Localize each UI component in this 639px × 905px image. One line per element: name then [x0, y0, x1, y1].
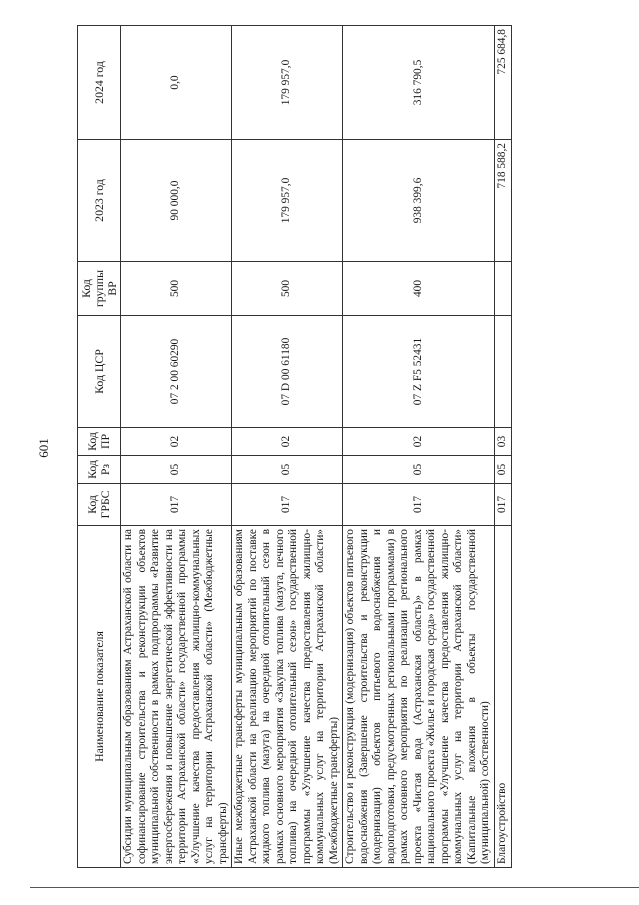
- header-vr: Код группы ВР: [78, 262, 121, 316]
- row-name: Строительство и реконструкция (модернизация) объектов питьевого водоснабжения (Завершение строительства и реконструкции (модернизации) объектов питьевого водоснабжения и водоподготовки, предусмотренных региональными программами) в рамках основного мероприятия по реализации регионального проекта «Чистая вода (Астраханская область)» в рамках национального проекта «Жилье и городская среда» государственной программы «Улучшение качества предоставления жилищно-коммунальных услуг на территории Астраханской области» (Капитальные вложения в объекты государственной (муниципальной) собственности): [343, 526, 495, 868]
- row-pr: 02: [343, 428, 495, 456]
- row-vr: [494, 262, 511, 316]
- table-row: [343, 26, 495, 868]
- row-name: Благоустройство: [494, 526, 511, 868]
- header-row: [78, 26, 121, 868]
- row-vr: 500: [121, 262, 232, 316]
- row-rz: 05: [343, 456, 495, 484]
- row-rz: 05: [121, 456, 232, 484]
- row-2023: 718 588,2: [494, 140, 511, 262]
- row-2023: 179 957,0: [232, 140, 343, 262]
- row-csr: 07 D 00 61180: [232, 316, 343, 428]
- row-rz: 05: [494, 456, 511, 484]
- row-grbs: 017: [232, 484, 343, 526]
- row-pr: 03: [494, 428, 511, 456]
- header-name: Наименование показателя: [78, 526, 121, 868]
- budget-table: [77, 25, 512, 868]
- row-pr: 02: [232, 428, 343, 456]
- row-2023: 938 399,6: [343, 140, 495, 262]
- row-name: Субсидии муниципальным образованиям Астраханской области на софинансирование строительства и реконструкции объектов муниципальной собственности в рамках подпрограммы «Развитие энергосбережения и повышение энергетической эффективности на территории Астраханской области» государственной программы «Улучшение качества предоставления жилищно-коммунальных услуг на территории Астраханской области» (Межбюджетные трансферты): [121, 526, 232, 868]
- header-csr: Код ЦСР: [78, 316, 121, 428]
- row-grbs: 017: [343, 484, 495, 526]
- table-row: [121, 26, 232, 868]
- row-2023: 90 000,0: [121, 140, 232, 262]
- header-2023: 2023 год: [78, 140, 121, 262]
- row-rz: 05: [232, 456, 343, 484]
- row-csr: 07 Z F5 52431: [343, 316, 495, 428]
- row-name: Иные межбюджетные трансферты муниципальным образованиям Астраханской области на реализацию мероприятий по поставке жидкого топлива (мазута) на очередной отопительный сезон в рамках основного мероприятия «Закупка топлива (мазута, печного топлива) на очередной отопительный сезон» государственной программы «Улучшение качества предоставления жилищно-коммунальных услуг на территории Астраханской области» (Межбюджетные трансферты): [232, 526, 343, 868]
- header-grbs: Код ГРБС: [78, 484, 121, 526]
- page-divider: [30, 887, 639, 888]
- row-2024: 0,0: [121, 26, 232, 140]
- row-grbs: 017: [121, 484, 232, 526]
- page-number: 601: [36, 438, 51, 458]
- row-vr: 400: [343, 262, 495, 316]
- table-row: [494, 26, 511, 868]
- header-rz: Код Рз: [78, 456, 121, 484]
- row-pr: 02: [121, 428, 232, 456]
- table-row: [232, 26, 343, 868]
- row-vr: 500: [232, 262, 343, 316]
- row-csr: [494, 316, 511, 428]
- row-2024: 179 957,0: [232, 26, 343, 140]
- row-2024: 725 684,8: [494, 26, 511, 140]
- rotated-table-wrapper: [77, 26, 508, 868]
- header-2024: 2024 год: [78, 26, 121, 140]
- row-2024: 316 790,5: [343, 26, 495, 140]
- row-csr: 07 2 00 60290: [121, 316, 232, 428]
- row-grbs: 017: [494, 484, 511, 526]
- header-pr: Код ПР: [78, 428, 121, 456]
